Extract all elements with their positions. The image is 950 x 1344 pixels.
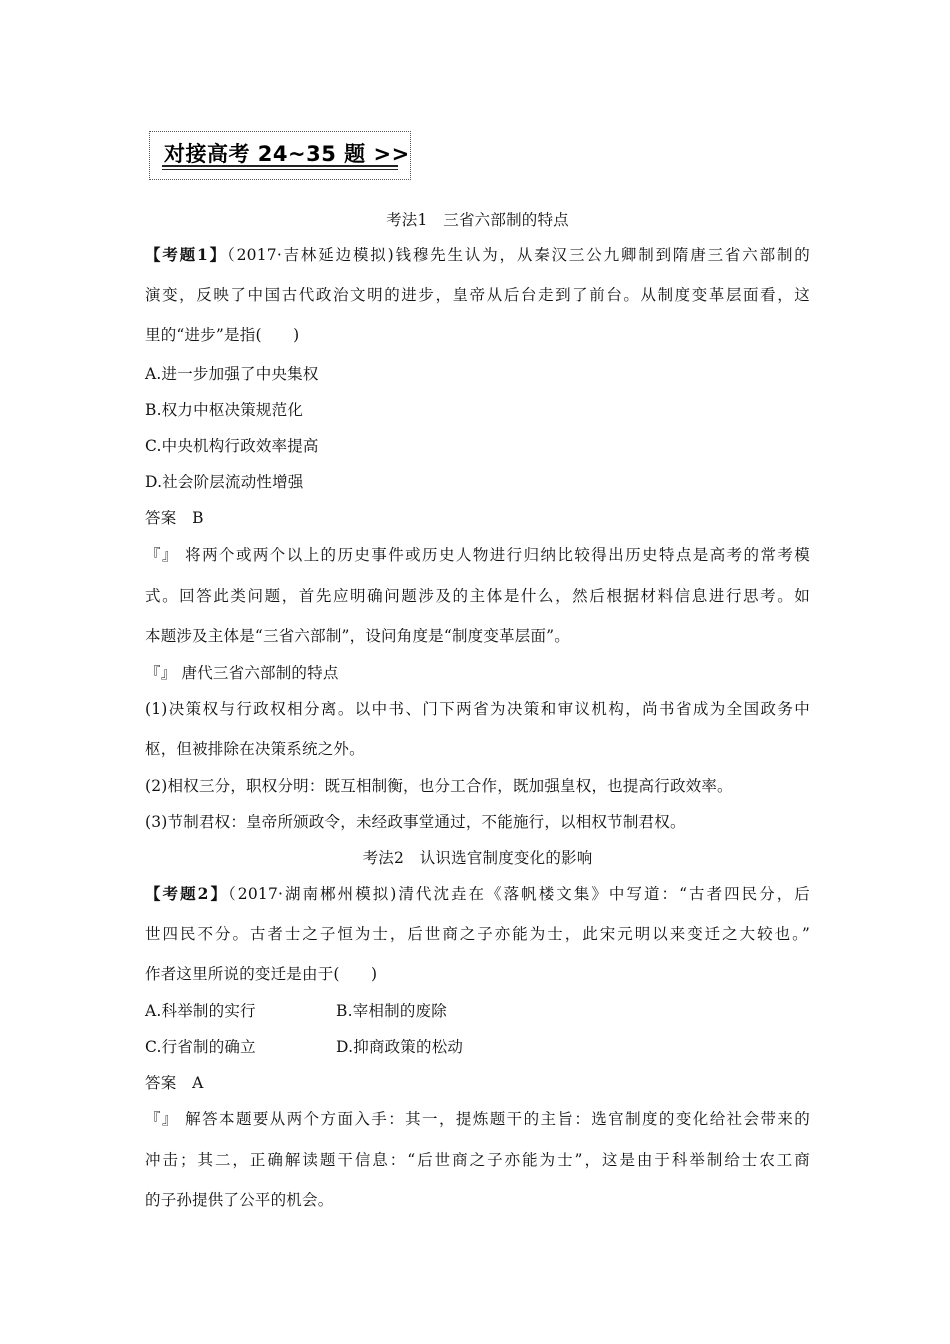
- question-2-line-1: 【考题2】（2017·湖南郴州模拟)清代沈垚在《落帆楼文集》中写道：“古者四民分，后: [145, 884, 810, 903]
- analysis-2-line-1: 『』 解答本题要从两个方面入手：其一，提炼题干的主旨：选官制度的变化给社会带来的: [145, 1110, 810, 1128]
- option-d: D.抑商政策的松动: [336, 1038, 464, 1056]
- point-title: 『』 唐代三省六部制的特点: [145, 664, 339, 682]
- exam-banner: [149, 131, 411, 180]
- option-row-ab: [145, 1001, 810, 1021]
- analysis-1-line-2: 式。回答此类问题，首先应明确问题涉及的主体是什么，然后根据材料信息进行思考。如: [145, 587, 810, 605]
- answer-1: 答案 B: [145, 509, 204, 527]
- question-1-line-3: 里的“进步”是指( ): [145, 326, 300, 344]
- option-c: C.中央机构行政效率提高: [145, 437, 319, 455]
- question-tag: 【考题2】: [145, 884, 229, 903]
- question-1-line-2: 演变，反映了中国古代政治文明的进步，皇帝从后台走到了前台。从制度变革层面看，这: [145, 286, 810, 304]
- analysis-2-line-2: 冲击；其二，正确解读题干信息：“后世商之子亦能为士”，这是由于科举制给士农工商: [145, 1151, 810, 1169]
- option-c: C.行省制的确立: [145, 1038, 256, 1056]
- banner-underline-thin: [162, 169, 398, 170]
- option-row-cd: [145, 1037, 810, 1057]
- analysis-1-line-1: 『』 将两个或两个以上的历史事件或历史人物进行归纳比较得出历史特点是高考的常考模: [145, 546, 810, 564]
- point-line-4: (3)节制君权：皇帝所颁政令，未经政事堂通过，不能施行，以相权节制君权。: [145, 813, 686, 831]
- point-line-2: 枢，但被排除在决策系统之外。: [145, 740, 365, 758]
- question-tag: 【考题1】: [145, 245, 227, 264]
- analysis-1-line-3: 本题涉及主体是“三省六部制”，设问角度是“制度变革层面”。: [145, 627, 570, 645]
- option-a: A.科举制的实行: [145, 1002, 256, 1020]
- question-2-line-3: 作者这里所说的变迁是由于( ): [145, 965, 378, 983]
- option-d: D.社会阶层流动性增强: [145, 473, 304, 491]
- analysis-2-line-3: 的子孙提供了公平的机会。: [145, 1191, 334, 1209]
- banner-underline: [162, 165, 398, 167]
- option-b: B.宰相制的废除: [336, 1002, 447, 1020]
- question-2-line-2: 世四民不分。古者士之子恒为士，后世商之子亦能为士，此宋元明以来变迁之大较也。”: [145, 925, 810, 943]
- option-b: B.权力中枢决策规范化: [145, 401, 304, 419]
- banner-title: 对接高考 24~35 题 >>: [164, 142, 410, 166]
- section-heading-1: 考法1 三省六部制的特点: [386, 211, 569, 229]
- point-line-3: (2)相权三分，职权分明：既互相制衡，也分工合作，既加强皇权，也提高行政效率。: [145, 777, 733, 795]
- option-a: A.进一步加强了中央集权: [145, 365, 319, 383]
- point-line-1: (1)决策权与行政权相分离。以中书、门下两省为决策和审议机构，尚书省成为全国政务中: [145, 700, 810, 718]
- answer-2: 答案 A: [145, 1074, 204, 1092]
- section-heading-2: 考法2 认识选官制度变化的影响: [362, 849, 593, 867]
- question-1-line-1: 【考题1】（2017·吉林延边模拟)钱穆先生认为，从秦汉三公九卿制到隋唐三省六部制的: [145, 245, 810, 264]
